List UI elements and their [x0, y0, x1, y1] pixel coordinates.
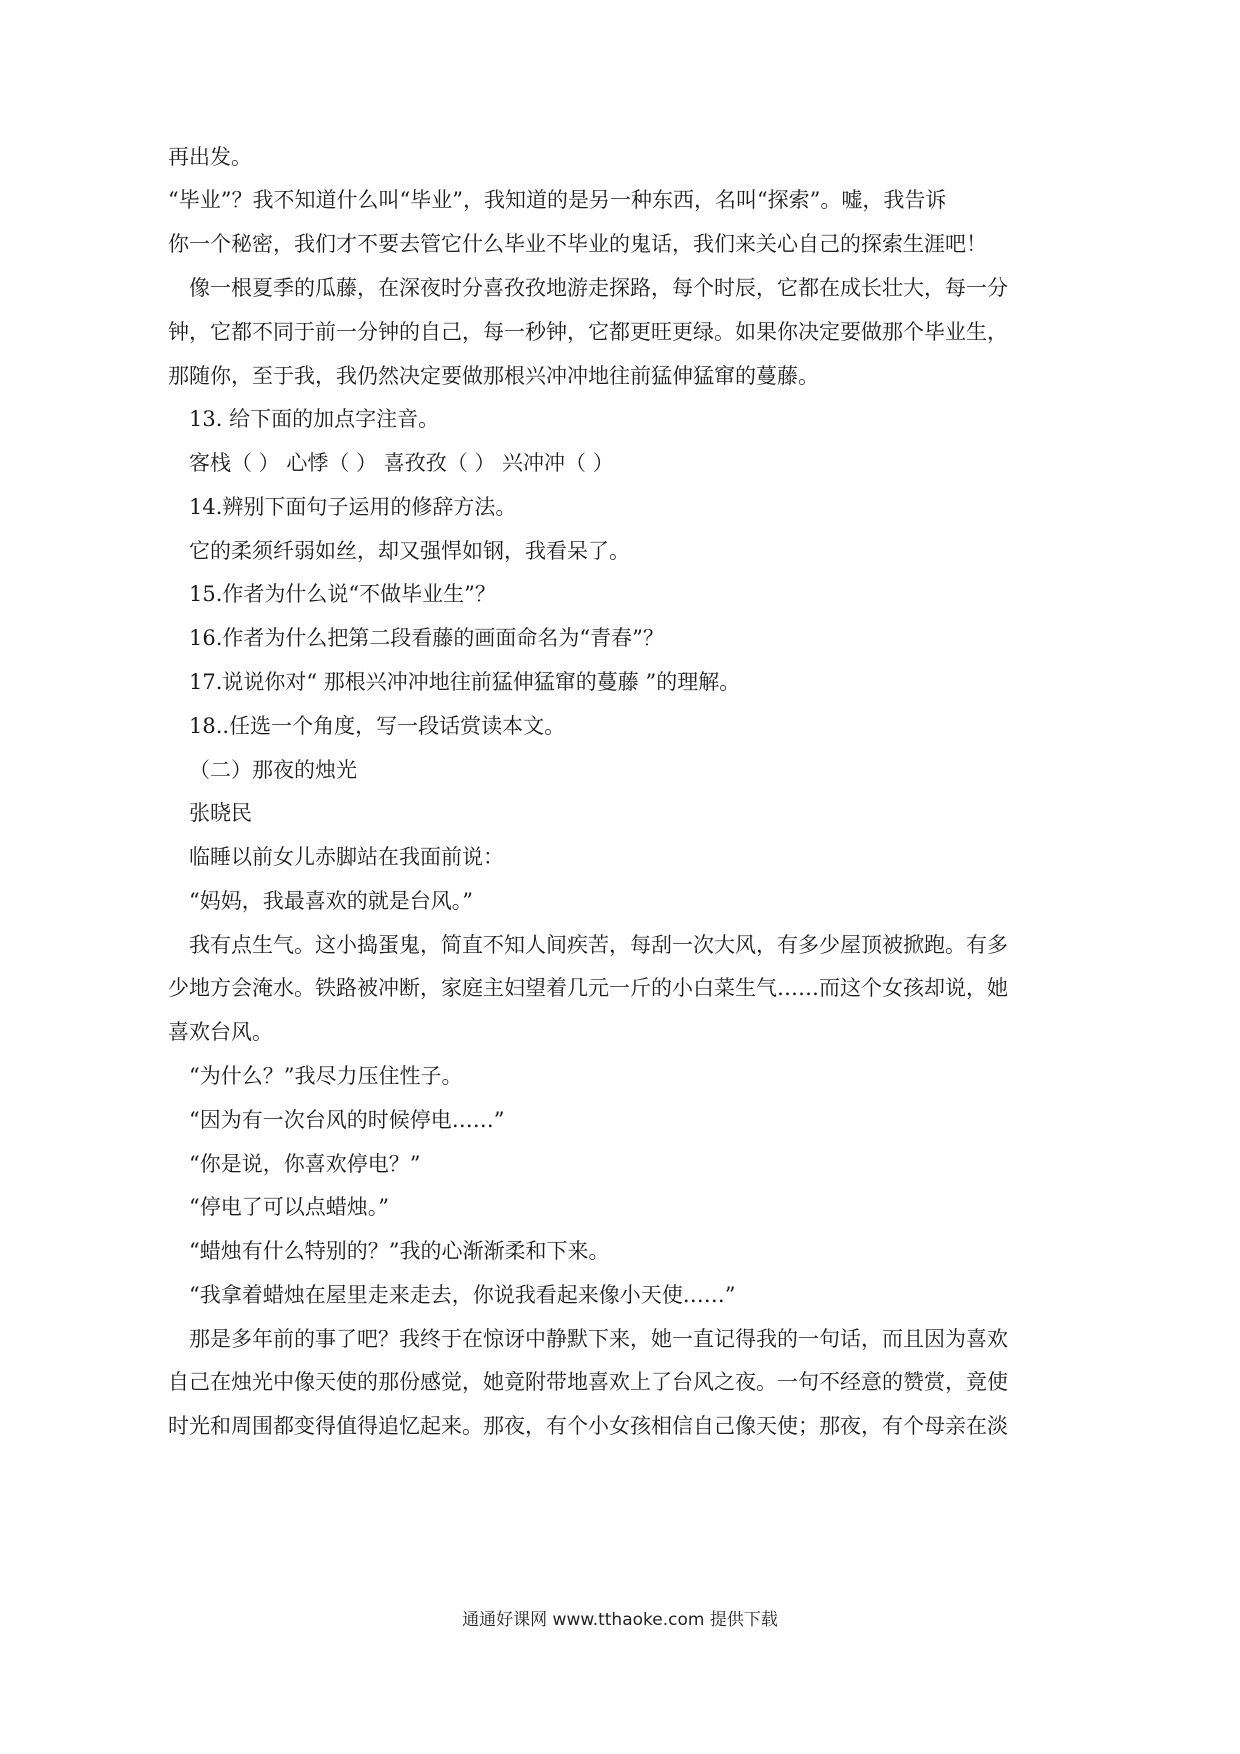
line-text: 18..任选一个角度，写一段话赏读本文。 [189, 714, 566, 738]
line-text: 我有点生气。这小捣蛋鬼，简直不知人间疾苦，每刮一次大风，有多少屋顶被掀跑。有多 [189, 933, 1008, 957]
line-text: 那随你，至于我，我仍然决定要做那根兴冲冲地往前猛伸猛窜的蔓藤。 [168, 364, 819, 388]
line-text: 再出发。 [168, 145, 252, 169]
line-text: 你一个秘密，我们才不要去管它什么毕业不毕业的鬼话，我们来关心自己的探索生涯吧！ [168, 232, 987, 256]
line-text: 16.作者为什么把第二段看藤的画面命名为“青春”？ [189, 626, 664, 650]
line-text: 15.作者为什么说“不做毕业生”？ [189, 582, 496, 606]
line-text: 14.辨别下面句子运用的修辞方法。 [189, 495, 517, 519]
line-text: “停电了可以点蜡烛。” [189, 1195, 389, 1219]
line-text: 时光和周围都变得值得追忆起来。那夜，有个小女孩相信自己像天使；那夜，有个母亲在淡 [168, 1414, 1008, 1438]
line-text: （二）那夜的烛光 [189, 758, 357, 782]
line-text: 17.说说你对“ 那根兴冲冲地往前猛伸猛窜的蔓藤 ”的理解。 [189, 670, 741, 694]
line-text: “你是说，你喜欢停电？” [189, 1152, 421, 1176]
line-text: 少地方会淹水。铁路被冲断，家庭主妇望着几元一斤的小白菜生气……而这个女孩却说，她 [168, 976, 1008, 1000]
line-text: 喜欢台风。 [168, 1020, 273, 1044]
line-text: “毕业”？我不知道什么叫“毕业”，我知道的是另一种东西，名叫“探索”。嘘，我告诉 [168, 188, 947, 212]
line-text: 那是多年前的事了吧？我终于在惊讶中静默下来，她一直记得我的一句话，而且因为喜欢 [189, 1327, 1008, 1351]
line-text: 客栈（ ） 心悸（ ） 喜孜孜（ ） 兴冲冲（ ） [189, 451, 614, 475]
line-text: 张晓民 [189, 801, 252, 825]
page-footer: 通通好课网 www.tthaoke.com 提供下载 [462, 1610, 778, 1630]
line-text: 13. 给下面的加点字注音。 [189, 407, 440, 431]
line-text: 自己在烛光中像天使的那份感觉，她竟附带地喜欢上了台风之夜。一句不经意的赞赏，竟使 [168, 1370, 1008, 1394]
line-text: “妈妈，我最喜欢的就是台风。” [189, 889, 473, 913]
line-text: “为什么？”我尽力压住性子。 [189, 1064, 463, 1088]
line-text: 临睡以前女儿赤脚站在我面前说： [189, 845, 504, 869]
line-text: “蜡烛有什么特别的？”我的心渐渐柔和下来。 [189, 1239, 610, 1263]
line-text: “我拿着蜡烛在屋里走来走去，你说我看起来像小天使……” [189, 1283, 736, 1307]
line-text: “因为有一次台风的时候停电……” [189, 1108, 505, 1132]
line-text: 钟，它都不同于前一分钟的自己，每一秒钟，它都更旺更绿。如果你决定要做那个毕业生， [168, 320, 1008, 344]
line-text: 像一根夏季的瓜藤，在深夜时分喜孜孜地游走探路，每个时辰，它都在成长壮大，每一分 [189, 276, 1008, 300]
line-text: 它的柔须纤弱如丝，却又强悍如钢，我看呆了。 [189, 539, 630, 563]
